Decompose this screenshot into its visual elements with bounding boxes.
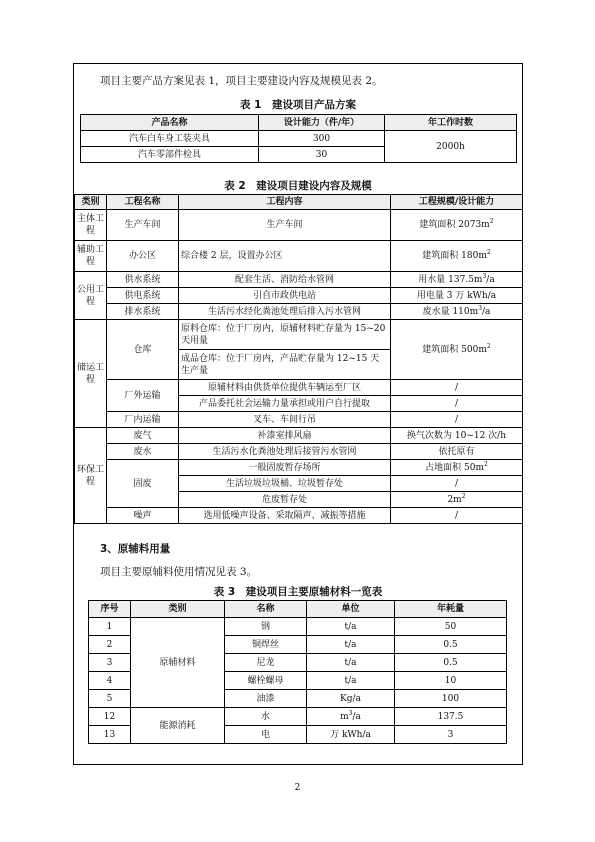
- section-heading: 3、原辅料用量: [100, 543, 171, 555]
- project-name: 供水系统: [107, 272, 179, 288]
- row-number: 12: [89, 708, 131, 726]
- project-content: 综合楼 2 层，设置办公区: [179, 241, 391, 272]
- material-name: 钢: [225, 618, 307, 636]
- product-plan-table: [80, 114, 517, 163]
- table2-header-project: 工程名称: [107, 195, 179, 210]
- section-intro: 项目主要原辅料使用情况见表 3。: [100, 566, 258, 578]
- material-name: 油漆: [225, 690, 307, 708]
- material-unit: $m^3/a$: [307, 708, 395, 726]
- project-scale: 用水量 $137.5m^3/a$: [391, 272, 523, 288]
- project-name: 厂内运输: [107, 412, 179, 428]
- project-content: 成品仓库：位于厂房内，产品贮存量为 12~15 天生产量: [179, 350, 391, 380]
- project-scale: 建筑面积 $180m^2$: [391, 241, 523, 272]
- project-name: 固废: [107, 460, 179, 508]
- material-amount: 0.5: [395, 654, 507, 672]
- category-auxiliary: 辅助工程: [75, 241, 107, 272]
- table1-header-name: 产品名称: [81, 115, 259, 131]
- project-name: 办公区: [107, 241, 179, 272]
- project-content: 生活污水经化粪池处理后排入污水管网: [179, 304, 391, 320]
- row-number: 1: [89, 618, 131, 636]
- row-number: 13: [89, 726, 131, 744]
- project-content: 叉车、车间行吊: [179, 412, 391, 428]
- table2-header-scale: 工程规模/设计能力: [391, 195, 523, 210]
- table1-product-name: 汽车零部件检具: [81, 147, 259, 163]
- project-content: 生活垃圾垃圾桶、垃圾暂存处: [179, 476, 391, 492]
- construction-content-table: [74, 194, 523, 524]
- page-number: 2: [294, 783, 301, 793]
- category-energy: 能源消耗: [131, 708, 225, 744]
- category-environmental: 环保工程: [75, 428, 107, 524]
- material-unit: t/a: [307, 654, 395, 672]
- project-content: 危废暂存处: [179, 492, 391, 508]
- category-storage: 储运工程: [75, 320, 107, 428]
- table3-header-amount: 年耗量: [395, 601, 507, 618]
- row-number: 5: [89, 690, 131, 708]
- project-scale: 建筑面积 $2073m^2$: [391, 210, 523, 241]
- row-number: 4: [89, 672, 131, 690]
- project-content: 原辅材料由供货单位提供车辆运至厂区: [179, 380, 391, 396]
- table1-product-capacity: 300: [259, 131, 385, 147]
- materials-table: [88, 600, 507, 744]
- table3-header-no: 序号: [89, 601, 131, 618]
- table3-header-name: 名称: [225, 601, 307, 618]
- project-name: 噪声: [107, 508, 179, 524]
- material-unit: t/a: [307, 672, 395, 690]
- project-scale: $2m^2$: [391, 492, 523, 508]
- category-public: 公用工程: [75, 272, 107, 320]
- project-content: 生活污水化粪池处理后接管污水管网: [179, 444, 391, 460]
- project-scale: /: [391, 412, 523, 428]
- table1-header-capacity: 设计能力（件/年）: [259, 115, 385, 131]
- project-scale: /: [391, 508, 523, 524]
- material-unit: 万 kWh/a: [307, 726, 395, 744]
- project-scale: 废水量 $110m^3/a$: [391, 304, 523, 320]
- project-name: 仓库: [107, 320, 179, 380]
- material-amount: 100: [395, 690, 507, 708]
- project-scale: /: [391, 396, 523, 412]
- project-content: 选用低噪声设备、采取隔声、减振等措施: [179, 508, 391, 524]
- table1-work-hours: 2000h: [385, 131, 517, 163]
- project-name: 排水系统: [107, 304, 179, 320]
- material-unit: Kg/a: [307, 690, 395, 708]
- project-name: 废气: [107, 428, 179, 444]
- material-amount: 3: [395, 726, 507, 744]
- table2-caption: 表 2 建设项目建设内容及规模: [224, 180, 372, 192]
- project-content: 补漆室排风扇: [179, 428, 391, 444]
- table1-product-capacity: 30: [259, 147, 385, 163]
- material-amount: 50: [395, 618, 507, 636]
- category-raw-materials: 原辅材料: [131, 618, 225, 708]
- project-scale: 占地面积 $50m^2$: [391, 460, 523, 476]
- table3-header-unit: 单位: [307, 601, 395, 618]
- material-amount: 10: [395, 672, 507, 690]
- table3-caption: 表 3 建设项目主要原辅材料一览表: [213, 586, 383, 598]
- table1-product-name: 汽车白车身工装夹具: [81, 131, 259, 147]
- material-name: 电: [225, 726, 307, 744]
- project-content: 原料仓库：位于厂房内，原辅材料贮存量为 15~20 天用量: [179, 320, 391, 350]
- project-content: 产品委托社会运输力量承担或用户自行提取: [179, 396, 391, 412]
- project-scale: /: [391, 380, 523, 396]
- material-name: 铜焊丝: [225, 636, 307, 654]
- project-name: 供电系统: [107, 288, 179, 304]
- material-name: 螺栓螺母: [225, 672, 307, 690]
- table3-header-category: 类别: [131, 601, 225, 618]
- project-scale: 依托原有: [391, 444, 523, 460]
- intro-paragraph-1: 项目主要产品方案见表 1，项目主要建设内容及规模见表 2。: [100, 75, 383, 87]
- project-name: 生产车间: [107, 210, 179, 241]
- project-content: 引自市政供电站: [179, 288, 391, 304]
- table1-caption: 表 1 建设项目产品方案: [240, 99, 356, 111]
- project-content: 配套生活、消防给水管网: [179, 272, 391, 288]
- material-unit: t/a: [307, 618, 395, 636]
- row-number: 2: [89, 636, 131, 654]
- project-scale: 换气次数为 10~12 次/h: [391, 428, 523, 444]
- material-name: 水: [225, 708, 307, 726]
- project-scale: 用电量 3 万 kWh/a: [391, 288, 523, 304]
- row-number: 3: [89, 654, 131, 672]
- project-name: 厂外运输: [107, 380, 179, 412]
- table2-header-category: 类别: [75, 195, 107, 210]
- material-name: 尼龙: [225, 654, 307, 672]
- material-unit: t/a: [307, 636, 395, 654]
- project-name: 废水: [107, 444, 179, 460]
- table1-header-hours: 年工作时数: [385, 115, 517, 131]
- project-scale: 建筑面积 $500m^2$: [391, 320, 523, 380]
- project-content: 一般固废暂存场所: [179, 460, 391, 476]
- project-scale: /: [391, 476, 523, 492]
- material-amount: 0.5: [395, 636, 507, 654]
- material-amount: 137.5: [395, 708, 507, 726]
- category-main: 主体工程: [75, 210, 107, 241]
- project-content: 生产车间: [179, 210, 391, 241]
- table2-header-content: 工程内容: [179, 195, 391, 210]
